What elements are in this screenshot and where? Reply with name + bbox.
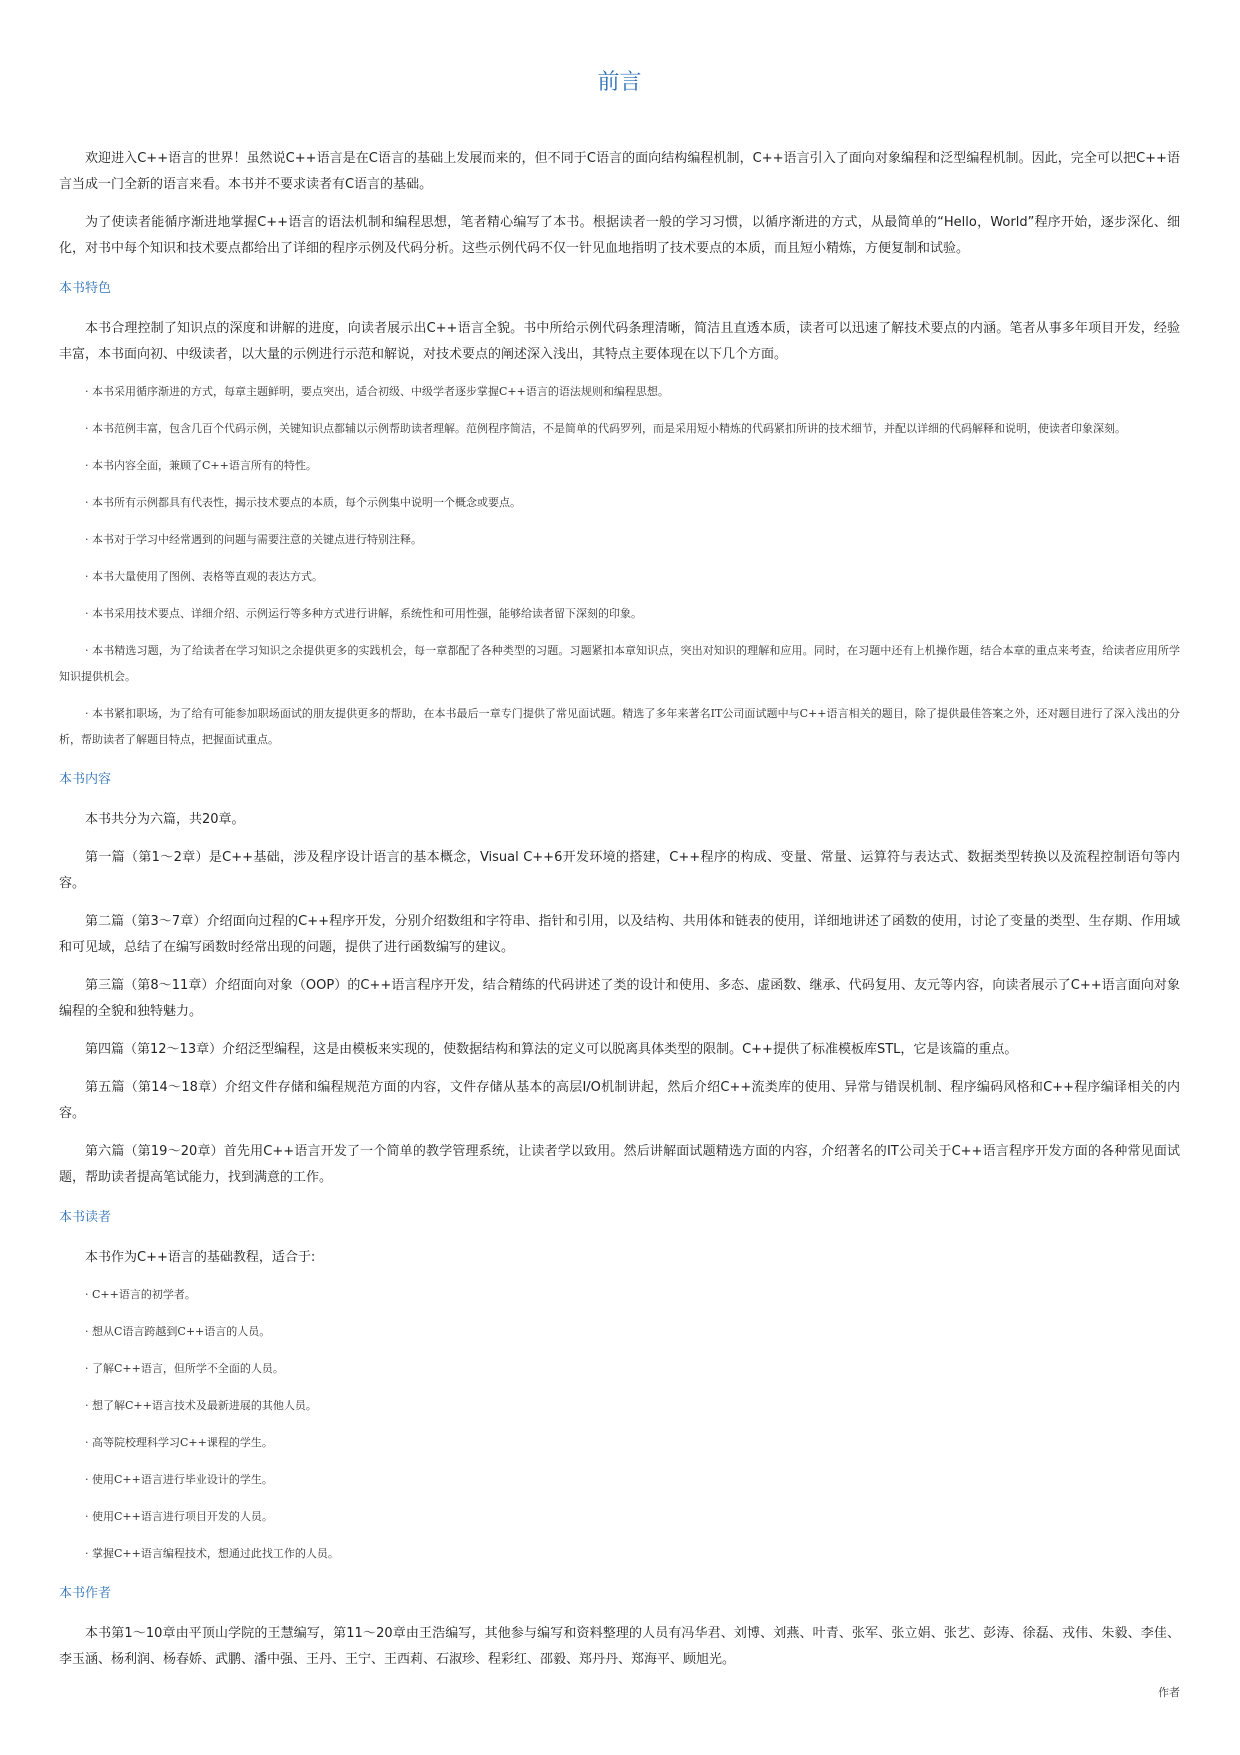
- features-bullet: · 本书所有示例都具有代表性，揭示技术要点的本质，每个示例集中说明一个概念或要点。: [85, 496, 521, 509]
- readers-bullet: · 掌握C++语言编程技术，想通过此找工作的人员。: [85, 1547, 339, 1560]
- features-bullet: · 本书精选习题，为了给读者在学习知识之余提供更多的实践机会，每一章都配了各种类型的习题。习题紧扣本章知识点，突出对知识的理解和应用。同时，在习题中还有上机操作题，结合本章的重点来考查，给读者应用所学知识提供机会。: [59, 644, 1180, 683]
- section-heading-readers: 本书读者: [59, 1210, 112, 1225]
- features-paragraph: 本书合理控制了知识点的深度和讲解的进度，向读者展示出C++语言全貌。书中所给示例代码条理清晰，简洁且直透本质，读者可以迅速了解技术要点的内涵。笔者从事多年项目开发，经验丰富，本书面向初、中级读者，以大量的示例进行示范和解说，对技术要点的阐述深入浅出，其特点主要体现在以下几个方面。: [59, 321, 1180, 362]
- signature: 作者: [1158, 1686, 1180, 1699]
- features-bullet: · 本书紧扣职场，为了给有可能参加职场面试的朋友提供更多的帮助，在本书最后一章专门提供了常见面试题。精选了多年来著名IT公司面试题中与C++语言相关的题目，除了提供最佳答案之外，还对题目进行了深入浅出的分析，帮助读者了解题目特点，把握面试重点。: [59, 707, 1180, 746]
- authors-paragraph: 本书第1～10章由平顶山学院的王慧编写，第11～20章由王浩编写，其他参与编写和资料整理的人员有冯华君、刘博、刘燕、叶青、张军、张立娟、张艺、彭涛、徐磊、戎伟、朱毅、李佳、李玉涵、杨利润、杨春娇、武鹏、潘中强、王丹、王宁、王西莉、石淑珍、程彩红、邵毅、郑丹丹、郑海平、顾旭光。: [59, 1626, 1180, 1667]
- readers-bullet: · C++语言的初学者。: [85, 1288, 196, 1301]
- readers-bullet: · 了解C++语言，但所学不全面的人员。: [85, 1362, 284, 1375]
- readers-bullet: · 使用C++语言进行项目开发的人员。: [85, 1510, 273, 1523]
- intro-paragraph-1: 欢迎进入C++语言的世界！虽然说C++语言是在C语言的基础上发展而来的，但不同于C语言的面向结构编程机制，C++语言引入了面向对象编程和泛型编程机制。因此，完全可以把C++语言当成一门全新的语言来看。本书并不要求读者有C语言的基础。: [59, 151, 1180, 192]
- contents-paragraph: 第一篇（第1～2章）是C++基础，涉及程序设计语言的基本概念，Visual C++6开发环境的搭建，C++程序的构成、变量、常量、运算符与表达式、数据类型转换以及流程控制语句等内容。: [59, 850, 1180, 891]
- intro-paragraph-2: 为了使读者能循序渐进地掌握C++语言的语法机制和编程思想，笔者精心编写了本书。根据读者一般的学习习惯，以循序渐进的方式，从最简单的“Hello，World”程序开始，逐步深化、细化，对书中每个知识和技术要点都给出了详细的程序示例及代码分析。这些示例代码不仅一针见血地指明了技术要点的本质，而且短小精炼，方便复制和试验。: [59, 215, 1180, 256]
- contents-paragraph: 第四篇（第12～13章）介绍泛型编程，这是由模板来实现的，使数据结构和算法的定义可以脱离具体类型的限制。C++提供了标准模板库STL，它是该篇的重点。: [85, 1042, 1018, 1057]
- readers-intro: 本书作为C++语言的基础教程，适合于:: [85, 1250, 316, 1265]
- contents-paragraph: 第二篇（第3～7章）介绍面向过程的C++程序开发，分别介绍数组和字符串、指针和引用，以及结构、共用体和链表的使用，详细地讲述了函数的使用，讨论了变量的类型、生存期、作用域和可见域，总结了在编写函数时经常出现的问题，提供了进行函数编写的建议。: [59, 914, 1180, 955]
- features-bullet: · 本书大量使用了图例、表格等直观的表达方式。: [85, 570, 323, 583]
- contents-paragraph: 第五篇（第14～18章）介绍文件存储和编程规范方面的内容，文件存储从基本的高层I/O机制讲起，然后介绍C++流类库的使用、异常与错误机制、程序编码风格和C++程序编译相关的内容。: [59, 1080, 1180, 1121]
- contents-paragraph: 本书共分为六篇，共20章。: [85, 812, 245, 827]
- section-heading-contents: 本书内容: [59, 772, 112, 787]
- readers-bullet: · 高等院校理科学习C++课程的学生。: [85, 1436, 273, 1449]
- section-heading-features: 本书特色: [59, 281, 112, 296]
- features-bullet: · 本书范例丰富，包含几百个代码示例，关键知识点都辅以示例帮助读者理解。范例程序简洁，不是简单的代码罗列，而是采用短小精炼的代码紧扣所讲的技术细节，并配以详细的代码解释和说明，使读者印象深刻。: [85, 422, 1126, 435]
- section-heading-authors: 本书作者: [59, 1586, 112, 1601]
- contents-paragraph: 第三篇（第8～11章）介绍面向对象（OOP）的C++语言程序开发，结合精练的代码讲述了类的设计和使用、多态、虚函数、继承、代码复用、友元等内容，向读者展示了C++语言面向对象编程的全貌和独特魅力。: [59, 978, 1180, 1019]
- readers-bullet: · 使用C++语言进行毕业设计的学生。: [85, 1473, 273, 1486]
- features-bullet: · 本书采用循序渐进的方式，每章主题鲜明，要点突出，适合初级、中级学者逐步掌握C++语言的语法规则和编程思想。: [85, 385, 669, 398]
- page-title: 前言: [597, 70, 642, 95]
- readers-bullet: · 想从C语言跨越到C++语言的人员。: [85, 1325, 271, 1338]
- readers-bullet: · 想了解C++语言技术及最新进展的其他人员。: [85, 1399, 317, 1412]
- features-bullet: · 本书采用技术要点、详细介绍、示例运行等多种方式进行讲解，系统性和可用性强，能够给读者留下深刻的印象。: [85, 607, 642, 620]
- contents-paragraph: 第六篇（第19～20章）首先用C++语言开发了一个简单的教学管理系统，让读者学以致用。然后讲解面试题精选方面的内容，介绍著名的IT公司关于C++语言程序开发方面的各种常见面试题，帮助读者提高笔试能力，找到满意的工作。: [59, 1144, 1180, 1185]
- features-bullet: · 本书内容全面，兼顾了C++语言所有的特性。: [85, 459, 317, 472]
- features-bullet: · 本书对于学习中经常遇到的问题与需要注意的关键点进行特别注释。: [85, 533, 422, 546]
